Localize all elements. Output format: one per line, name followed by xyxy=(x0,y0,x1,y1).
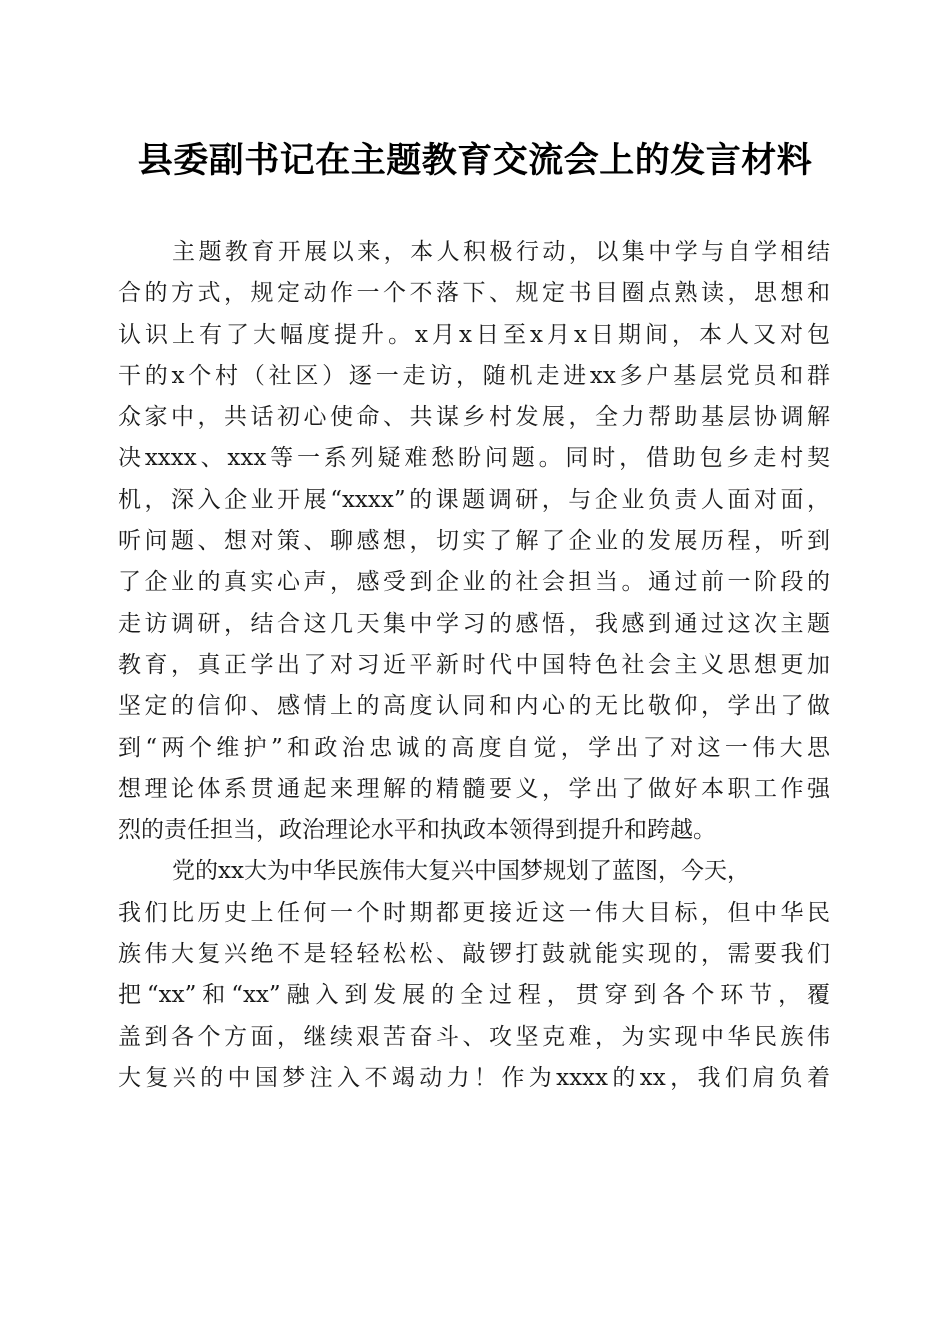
text-line: 到“两个维护”和政治忠诚的高度自觉，学出了对这一伟大思 xyxy=(118,734,830,761)
text-line: 主题教育开展以来，本人积极行动，以集中学与自学相结 xyxy=(172,239,830,265)
paragraph-1 xyxy=(118,232,830,851)
text-line: 党的xx大为中华民族伟大复兴中国梦规划了蓝图，今天， xyxy=(172,858,750,885)
text-line: 我们比历史上任何一个时期都更接近这一伟大目标，但中华民 xyxy=(118,899,830,926)
text-line: 合的方式，规定动作一个不落下、规定书目圈点熟读，思想和 xyxy=(118,280,830,307)
text-line: 坚定的信仰、感情上的高度认同和内心的无比敬仰，学出了做 xyxy=(118,693,830,720)
text-line: 众家中，共话初心使命、共谋乡村发展，全力帮助基层协调解 xyxy=(118,404,830,431)
text-line: 了企业的真实心声，感受到企业的社会担当。通过前一阶段的 xyxy=(118,569,830,596)
document-title: 县委副书记在主题教育交流会上的发言材料 xyxy=(137,140,813,181)
text-line: 听问题、想对策、聊感想，切实了解了企业的发展历程，听到 xyxy=(118,528,830,555)
paragraph-2 xyxy=(118,851,830,1099)
text-line: 盖到各个方面，继续艰苦奋斗、攻坚克难，为实现中华民族伟 xyxy=(118,1023,830,1050)
text-line: 把“xx”和“xx”融入到发展的全过程，贯穿到各个环节，覆 xyxy=(118,982,830,1009)
text-line: 干的x个村（社区）逐一走访，随机走进xx多户基层党员和群 xyxy=(118,362,830,389)
text-line: 认识上有了大幅度提升。x月x日至x月x日期间，本人又对包 xyxy=(118,321,830,348)
text-line: 机，深入企业开展“xxxx”的课题调研，与企业负责人面对面， xyxy=(118,486,830,513)
text-line: 教育，真正学出了对习近平新时代中国特色社会主义思想更加 xyxy=(118,651,830,678)
text-line: 决xxxx、xxx等一系列疑难愁盼问题。同时，借助包乡走村契 xyxy=(118,445,830,472)
text-line: 大复兴的中国梦注入不竭动力！作为xxxx的xx，我们肩负着 xyxy=(118,1064,830,1091)
text-line: 族伟大复兴绝不是轻轻松松、敲锣打鼓就能实现的，需要我们 xyxy=(118,941,830,968)
text-line: 走访调研，结合这几天集中学习的感悟，我感到通过这次主题 xyxy=(118,610,830,637)
text-line: 想理论体系贯通起来理解的精髓要义，学出了做好本职工作强 xyxy=(118,775,830,802)
text-line: 烈的责任担当，政治理论水平和执政本领得到提升和跨越。 xyxy=(118,817,716,844)
document-body xyxy=(118,232,830,1099)
